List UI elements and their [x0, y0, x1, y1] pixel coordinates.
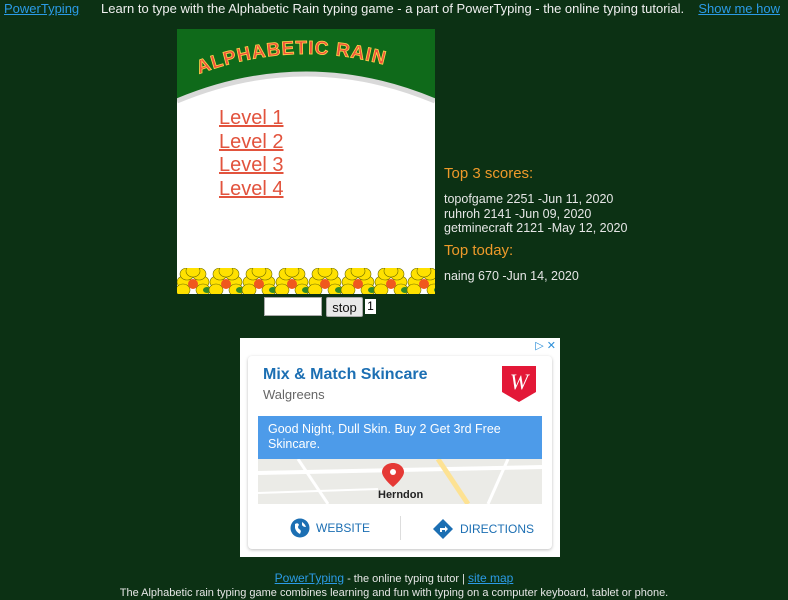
footer-powertyping-link[interactable]: PowerTyping [274, 571, 345, 585]
score-entry: ruhroh 2141 -Jun 09, 2020 [444, 206, 592, 221]
advertisement[interactable] [240, 338, 560, 557]
scores-panel [444, 165, 627, 283]
ad-website-label: WEBSITE [316, 521, 371, 535]
map-location-label: Herndon [378, 489, 424, 501]
ad-brand: Walgreens [263, 387, 325, 402]
ad-website-button[interactable] [290, 518, 370, 538]
flower-border-icon [177, 268, 435, 294]
divider [400, 516, 401, 540]
ad-card[interactable] [248, 356, 552, 549]
level-list [219, 107, 284, 201]
directions-icon [432, 518, 454, 540]
game-area[interactable] [177, 29, 435, 294]
ad-promo-text[interactable]: Good Night, Dull Skin. Buy 2 Get 3rd Free Skincare. [258, 416, 542, 459]
typing-input[interactable] [264, 297, 322, 316]
top-scores-heading: Top 3 scores: [444, 165, 534, 182]
ad-actions [248, 508, 552, 544]
level-2-link[interactable]: Level 2 [219, 130, 284, 153]
stop-button[interactable]: stop [326, 297, 363, 317]
globe-icon [290, 518, 310, 538]
footer-description: The Alphabetic rain typing game combines learning and fun with typing on a computer keyboard, tablet or phone. [119, 587, 669, 599]
ad-map[interactable] [258, 459, 542, 504]
site-map-link[interactable]: site map [467, 571, 514, 585]
top-today-heading: Top today: [444, 241, 514, 259]
score-entry: getminecraft 2121 -May 12, 2020 [444, 221, 628, 235]
level-3-link[interactable]: Level 3 [219, 154, 284, 176]
level-1-link[interactable]: Level 1 [219, 107, 284, 129]
page-tagline: Learn to type with the Alphabetic Rain typing game - a part of PowerTyping - the online typing tutorial. [101, 1, 685, 16]
game-banner-title: ALPHABETIC RAIN [193, 37, 389, 79]
footer-tutor-text: - the online typing tutor | [344, 573, 468, 585]
powertyping-link[interactable]: PowerTyping [4, 1, 80, 16]
adchoices-icon[interactable]: ▷ ✕ [535, 340, 556, 352]
ad-title[interactable]: Mix & Match Skincare [263, 366, 428, 383]
footer-links [0, 571, 788, 585]
show-me-how-link[interactable]: Show me how [698, 1, 780, 16]
level-4-link[interactable]: Level 4 [219, 177, 284, 200]
ad-directions-label: DIRECTIONS [460, 522, 535, 536]
game-banner [177, 29, 435, 109]
ad-directions-button[interactable] [432, 518, 534, 540]
score-entry: naing 670 -Jun 14, 2020 [444, 268, 579, 283]
svg-text:W: W [509, 369, 529, 394]
top-today-list [444, 269, 627, 284]
level-counter: 1 [365, 299, 376, 314]
top-scores-list [444, 192, 627, 236]
score-entry: topofgame 2251 -Jun 11, 2020 [444, 192, 614, 206]
walgreens-logo-icon [502, 366, 536, 402]
